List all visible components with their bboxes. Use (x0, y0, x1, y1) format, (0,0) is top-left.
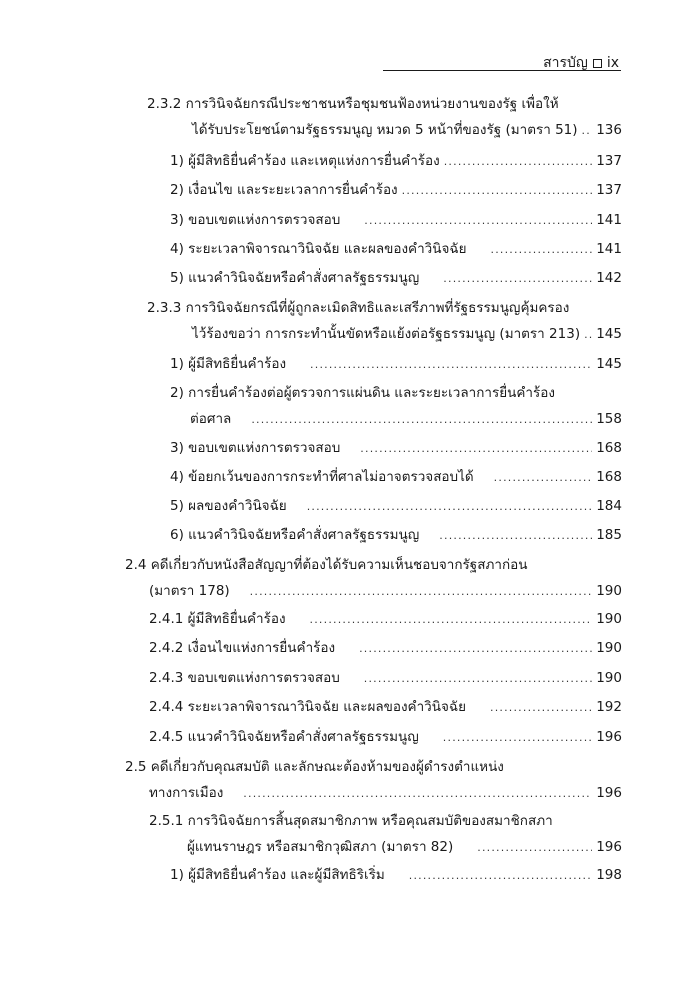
toc-entry-title: 2) เงื่อนไข และระยะเวลาการยื่นคำร้อง (170, 182, 398, 198)
toc-page-number: 196 (596, 839, 622, 855)
toc-page-number: 198 (596, 867, 622, 883)
toc-page-number: 190 (596, 583, 622, 599)
toc-entry-title: 2.4.4 ระยะเวลาพิจารณาวินิจฉัย และผลของคำวินิจฉัย (149, 699, 466, 715)
dot-leader (250, 584, 593, 600)
toc-page-number: 196 (596, 729, 622, 745)
toc-page-number: 136 (596, 122, 622, 138)
header-page-number: ix (606, 55, 619, 71)
dot-leader (243, 786, 592, 802)
toc-page-number: 158 (596, 411, 622, 427)
toc-entry-title: 6) แนวคำวินิจฉัยหรือคำสั่งศาลรัฐธรรมนูญ (170, 527, 420, 543)
toc-entry[interactable] (170, 867, 622, 884)
toc-entry-title: 2.4.3 ขอบเขตแห่งการตรวจสอบ (149, 670, 340, 686)
toc-entry[interactable] (149, 640, 622, 657)
toc-entry[interactable] (149, 699, 622, 716)
dot-leader (409, 868, 592, 884)
toc-entry-title: ทางการเมือง (149, 785, 224, 801)
dot-leader (360, 441, 592, 457)
dot-leader (490, 700, 592, 716)
toc-entry-title: 3) ขอบเขตแห่งการตรวจสอบ (170, 212, 341, 228)
toc-entry-line1: 2) การยื่นคำร้องต่อผู้ตรวจการแผ่นดิน และระยะเวลาการยื่นคำร้อง (170, 385, 555, 401)
toc-page-number: 185 (596, 527, 622, 543)
toc-page-number: 145 (596, 326, 622, 342)
toc-entry-line1: 2.5.1 การวินิจฉัยการสิ้นสุดสมาชิกภาพ หรือคุณสมบัติของสมาชิกสภา (149, 813, 553, 829)
toc-page-number: 184 (596, 498, 622, 514)
toc-page-number: 190 (596, 640, 622, 656)
toc-entry-line1: 2.3.2 การวินิจฉัยกรณีประชาชนหรือชุมชนฟ้องหน่วยงานของรัฐ เพื่อให้ (147, 96, 559, 112)
toc-entry-2-3-2[interactable] (147, 96, 622, 139)
toc-entry-title: ผู้แทนราษฎร หรือสมาชิกวุฒิสภา (มาตรา 82) (187, 839, 454, 855)
toc-entry[interactable] (170, 440, 622, 457)
toc-entry-title: ต่อศาล (190, 411, 232, 427)
toc-entry-title: ได้รับประโยชน์ตามรัฐธรรมนูญ หมวด 5 หน้าที่ของรัฐ (มาตรา 51) (192, 122, 578, 138)
toc-entry[interactable] (170, 498, 622, 515)
toc-page-number: 168 (596, 469, 622, 485)
toc-page-number: 145 (596, 356, 622, 372)
toc-page-number: 196 (596, 785, 622, 801)
dot-leader (439, 528, 592, 544)
toc-entry-title: 4) ข้อยกเว้นของการกระทำที่ศาลไม่อาจตรวจสอบได้ (170, 469, 474, 485)
dot-leader (402, 183, 593, 199)
toc-entry[interactable] (170, 153, 622, 170)
dot-leader (359, 641, 592, 657)
toc-entry-title: 4) ระยะเวลาพิจารณาวินิจฉัย และผลของคำวินิจฉัย (170, 241, 467, 257)
dot-leader (582, 123, 593, 139)
toc-entry[interactable] (149, 611, 622, 628)
toc-entry[interactable] (149, 670, 622, 687)
dot-leader (494, 470, 593, 486)
toc-page-number: 168 (596, 440, 622, 456)
toc-entry-line1: 2.5 คดีเกี่ยวกับคุณสมบัติ และลักษณะต้องห้ามของผู้ดำรงตำแหน่ง (125, 759, 504, 775)
toc-entry[interactable] (170, 212, 622, 229)
toc-entry-line1: 2.4 คดีเกี่ยวกับหนังสือสัญญาที่ต้องได้รับความเห็นชอบจากรัฐสภาก่อน (125, 557, 528, 573)
toc-entry-title: 1) ผู้มีสิทธิยื่นคำร้อง (170, 356, 287, 372)
toc-entry-title: 2.4.1 ผู้มีสิทธิยื่นคำร้อง (149, 611, 286, 627)
dot-leader (584, 327, 592, 343)
toc-page-number: 141 (596, 212, 622, 228)
toc-entry-title: 1) ผู้มีสิทธิยื่นคำร้อง และเหตุแห่งการยื่นคำร้อง (170, 153, 440, 169)
toc-entry[interactable] (170, 527, 622, 544)
toc-page-number: 137 (596, 182, 622, 198)
toc-entry-title: 2.4.5 แนวคำวินิจฉัยหรือคำสั่งศาลรัฐธรรมนูญ (149, 729, 419, 745)
toc-entry[interactable] (170, 270, 622, 287)
dot-leader (443, 730, 592, 746)
toc-entry-title: 2.4.2 เงื่อนไขแห่งการยื่นคำร้อง (149, 640, 336, 656)
toc-entry-title: 5) ผลของคำวินิจฉัย (170, 498, 287, 514)
square-box-icon (593, 59, 602, 68)
toc-entry[interactable] (170, 385, 622, 428)
dot-leader (491, 242, 593, 258)
toc-entry-title: 5) แนวคำวินิจฉัยหรือคำสั่งศาลรัฐธรรมนูญ (170, 270, 420, 286)
toc-page-number: 190 (596, 670, 622, 686)
toc-entry[interactable] (170, 182, 622, 199)
toc-entry-line1: 2.3.3 การวินิจฉัยกรณีที่ผู้ถูกละเมิดสิทธิและเสรีภาพที่รัฐธรรมนูญคุ้มครอง (147, 300, 570, 316)
dot-leader (310, 357, 592, 373)
dot-leader (251, 412, 592, 428)
toc-entry[interactable] (170, 469, 622, 486)
toc-entry-2-3-3[interactable] (147, 300, 622, 343)
toc-page-number: 137 (596, 153, 622, 169)
toc-entry-title: 1) ผู้มีสิทธิยื่นคำร้อง และผู้มีสิทธิริเริ่ม (170, 867, 385, 883)
toc-page-number: 142 (596, 270, 622, 286)
header-rule (383, 70, 621, 71)
dot-leader (364, 671, 592, 687)
toc-entry-title: (มาตรา 178) (149, 583, 230, 599)
dot-leader (477, 840, 592, 856)
toc-page-number: 190 (596, 611, 622, 627)
toc-entry-2-4[interactable] (125, 557, 622, 600)
dot-leader (364, 213, 592, 229)
dot-leader (310, 612, 593, 628)
dot-leader (443, 271, 592, 287)
toc-entry-title: 3) ขอบเขตแห่งการตรวจสอบ (170, 440, 341, 456)
toc-page-number: 141 (596, 241, 622, 257)
dot-leader (444, 154, 592, 170)
toc-entry-title: ไว้ร้องขอว่า การกระทำนั้นขัดหรือแย้งต่อรัฐธรรมนูญ (มาตรา 213) (192, 326, 581, 342)
toc-entry-2-5-1[interactable] (149, 813, 622, 856)
toc-entry[interactable] (170, 356, 622, 373)
toc-entry-2-5[interactable] (125, 759, 622, 802)
toc-page-number: 192 (596, 699, 622, 715)
toc-entry[interactable] (149, 729, 622, 746)
header-title: สารบัญ (543, 55, 588, 71)
dot-leader (307, 499, 593, 515)
toc-entry[interactable] (170, 241, 622, 258)
